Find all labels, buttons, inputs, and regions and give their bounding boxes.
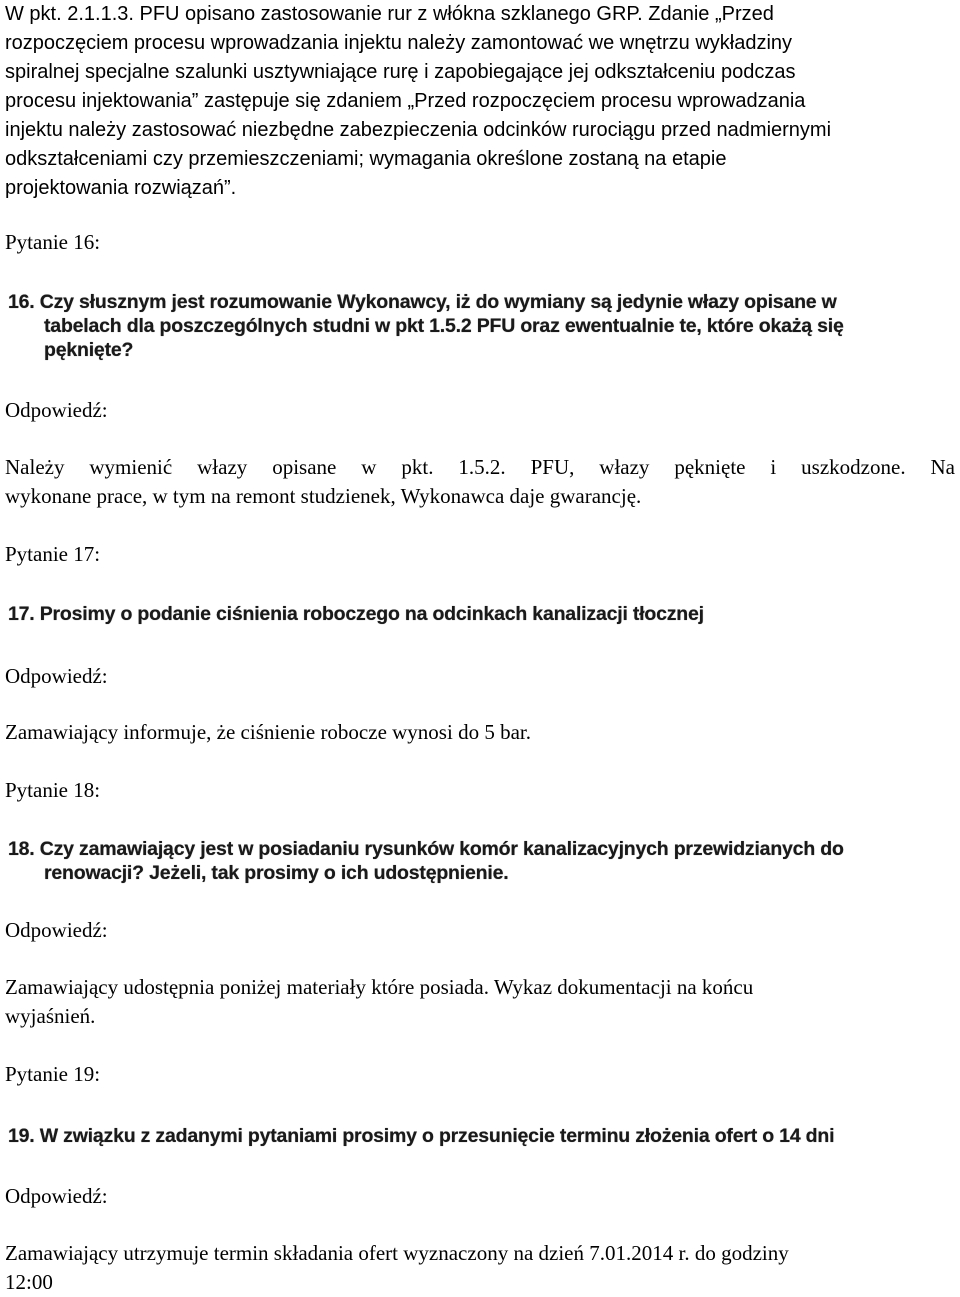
question-18-scan xyxy=(8,837,956,885)
answer-17-label: Odpowiedź: xyxy=(5,664,108,688)
scan-line: tabelach dla poszczególnych studni w pkt 1.5.2 PFU oraz ewentualnie te, które okażą się xyxy=(44,315,844,337)
answer-line: 12:00 xyxy=(5,1270,53,1294)
answer-16-label: Odpowiedź: xyxy=(5,398,108,422)
intro-line: procesu injektowania” zastępuje się zdaniem „Przed rozpoczęciem procesu wprowadzania xyxy=(5,90,806,112)
question-16-heading: Pytanie 16: xyxy=(5,230,101,254)
answer-18-label: Odpowiedź: xyxy=(5,918,108,942)
answer-line: Należy wymienić włazy opisane w pkt. 1.5.2. PFU, włazy pęknięte i uszkodzone. Na xyxy=(5,455,955,479)
answer-line: Zamawiający utrzymuje termin składania ofert wyznaczony na dzień 7.01.2014 r. do godziny xyxy=(5,1241,789,1265)
scan-line: 19. W związku z zadanymi pytaniami prosimy o przesunięcie terminu złożenia ofert o 14 dni xyxy=(8,1125,835,1147)
intro-line: spiralnej specjalne szalunki usztywniające rurę i zapobiegające jej odkształceniu podczas xyxy=(5,61,796,83)
answer-line: Zamawiający informuje, że ciśnienie robocze wynosi do 5 bar. xyxy=(5,720,531,744)
answer-line: Zamawiający udostępnia poniżej materiały które posiada. Wykaz dokumentacji na końcu xyxy=(5,975,754,999)
scan-line: 18. Czy zamawiający jest w posiadaniu rysunków komór kanalizacyjnych przewidzianych do xyxy=(8,838,844,860)
scan-line: pęknięte? xyxy=(44,339,134,361)
question-16-scan xyxy=(8,290,956,362)
intro-paragraph xyxy=(5,0,955,203)
intro-line: W pkt. 2.1.1.3. PFU opisano zastosowanie rur z włókna szklanego GRP. Zdanie „Przed xyxy=(5,3,774,25)
scan-line: 17. Prosimy o podanie ciśnienia roboczego na odcinkach kanalizacji tłocznej xyxy=(8,603,704,625)
question-19-scan xyxy=(8,1124,928,1148)
answer-16-text xyxy=(5,453,955,511)
answer-19-label: Odpowiedź: xyxy=(5,1184,108,1208)
scan-line: 16. Czy słusznym jest rozumowanie Wykonawcy, iż do wymiany są jedynie włazy opisane w xyxy=(8,291,837,313)
scan-line: renowacji? Jeżeli, tak prosimy o ich udostępnienie. xyxy=(44,862,509,884)
question-17-heading: Pytanie 17: xyxy=(5,542,101,566)
answer-17-text xyxy=(5,718,955,747)
intro-line: injektu należy zastosować niezbędne zabezpieczenia odcinków rurociągu przed nadmiernymi xyxy=(5,119,832,141)
intro-line: projektowania rozwiązań”. xyxy=(5,177,237,199)
intro-line: rozpoczęciem procesu wprowadzania injektu należy zamontować we wnętrzu wykładziny xyxy=(5,32,793,54)
intro-line: odkształceniami czy przemieszczeniami; wymagania określone zostaną na etapie xyxy=(5,148,727,170)
answer-line: wykonane prace, w tym na remont studzienek, Wykonawca daje gwarancję. xyxy=(5,484,642,508)
question-17-scan xyxy=(8,602,908,626)
question-18-heading: Pytanie 18: xyxy=(5,778,101,802)
answer-line: wyjaśnień. xyxy=(5,1004,96,1028)
answer-18-text xyxy=(5,973,955,1031)
answer-19-text xyxy=(5,1239,955,1297)
question-19-heading: Pytanie 19: xyxy=(5,1062,101,1086)
